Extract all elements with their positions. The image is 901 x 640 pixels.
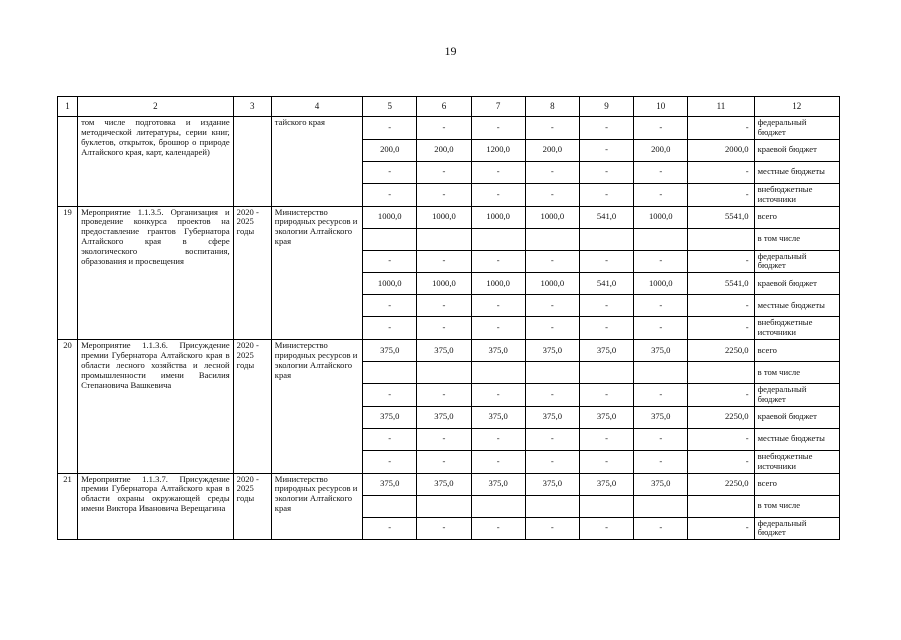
amount-cell: -	[471, 250, 525, 273]
amount-cell: 2250,0	[688, 340, 754, 362]
funding-source: краевой бюджет	[754, 273, 839, 295]
amount-cell: -	[417, 183, 471, 206]
amount-cell: -	[688, 384, 754, 407]
amount-cell: -	[471, 450, 525, 473]
amount-cell: -	[688, 450, 754, 473]
amount-cell: -	[417, 384, 471, 407]
header-cell: 11	[688, 97, 754, 117]
amount-cell: -	[688, 428, 754, 450]
header-cell: 5	[363, 97, 417, 117]
funding-source: всего	[754, 473, 839, 495]
amount-cell: 200,0	[417, 139, 471, 161]
amount-cell: -	[525, 428, 579, 450]
amount-cell: -	[471, 295, 525, 317]
header-cell: 12	[754, 97, 839, 117]
amount-cell: 375,0	[417, 340, 471, 362]
program-table	[57, 96, 840, 540]
amount-cell	[634, 495, 688, 517]
amount-cell: -	[363, 450, 417, 473]
funding-source: в том числе	[754, 495, 839, 517]
amount-cell: 1000,0	[525, 206, 579, 228]
amount-cell: -	[688, 250, 754, 273]
amount-cell: -	[688, 183, 754, 206]
amount-cell: -	[634, 317, 688, 340]
header-cell: 2	[78, 97, 234, 117]
measure-period: 2020 - 2025 годы	[233, 206, 271, 340]
amount-cell: -	[579, 384, 633, 407]
amount-cell	[634, 362, 688, 384]
amount-cell: 5541,0	[688, 206, 754, 228]
amount-cell: -	[525, 183, 579, 206]
funding-source: всего	[754, 340, 839, 362]
header-cell: 6	[417, 97, 471, 117]
amount-cell: -	[417, 117, 471, 140]
amount-cell: -	[579, 317, 633, 340]
m20-row	[58, 340, 840, 362]
amount-cell: -	[471, 161, 525, 183]
amount-cell: -	[417, 161, 471, 183]
amount-cell: -	[363, 428, 417, 450]
amount-cell: -	[363, 384, 417, 407]
amount-cell: -	[417, 428, 471, 450]
amount-cell: -	[417, 517, 471, 540]
m19-row	[58, 206, 840, 228]
amount-cell: 1200,0	[471, 139, 525, 161]
amount-cell: -	[634, 384, 688, 407]
amount-cell: 375,0	[471, 340, 525, 362]
measure-description: том числе подготовка и издание методической литературы, серии книг, буклетов, открыток, брошюр о природе Алтайского края, карт, календарей)	[78, 117, 234, 207]
amount-cell: -	[471, 384, 525, 407]
amount-cell: -	[525, 295, 579, 317]
amount-cell: 375,0	[525, 473, 579, 495]
amount-cell: 541,0	[579, 273, 633, 295]
measure-number	[58, 117, 78, 207]
amount-cell: -	[579, 295, 633, 317]
header-cell: 3	[233, 97, 271, 117]
amount-cell: -	[417, 317, 471, 340]
measure-executor: Министерство природных ресурсов и экологии Алтайского края	[271, 206, 362, 340]
header-cell: 4	[271, 97, 362, 117]
funding-source: федеральный бюджет	[754, 250, 839, 273]
measure-executor: Министерство природных ресурсов и экологии Алтайского края	[271, 340, 362, 474]
amount-cell: -	[579, 183, 633, 206]
amount-cell	[363, 495, 417, 517]
amount-cell: 1000,0	[417, 206, 471, 228]
amount-cell: -	[634, 428, 688, 450]
amount-cell: 1000,0	[634, 273, 688, 295]
funding-source: местные бюджеты	[754, 161, 839, 183]
amount-cell	[579, 495, 633, 517]
amount-cell: 1000,0	[363, 206, 417, 228]
amount-cell: -	[579, 450, 633, 473]
measure-period: 2020 - 2025 годы	[233, 340, 271, 474]
funding-source: всего	[754, 206, 839, 228]
amount-cell: -	[634, 517, 688, 540]
header-cell: 10	[634, 97, 688, 117]
funding-source: в том числе	[754, 362, 839, 384]
amount-cell: 375,0	[579, 473, 633, 495]
amount-cell: 375,0	[634, 406, 688, 428]
amount-cell	[417, 228, 471, 250]
amount-cell: 375,0	[525, 406, 579, 428]
amount-cell: -	[471, 183, 525, 206]
amount-cell: -	[525, 317, 579, 340]
amount-cell: 1000,0	[634, 206, 688, 228]
amount-cell: -	[688, 317, 754, 340]
amount-cell: 2250,0	[688, 406, 754, 428]
amount-cell	[688, 362, 754, 384]
amount-cell: -	[417, 295, 471, 317]
measure-description: Мероприятие 1.1.3.6. Присуждение премии Губернатора Алтайского края в области лесного хозяйства и лесной промышленности имени Василия Степановича Вашкевича	[78, 340, 234, 474]
amount-cell: 2000,0	[688, 139, 754, 161]
measure-description: Мероприятие 1.1.3.5. Организация и проведение конкурса проектов на предоставление грантов Губернатора Алтайского края в сфере экологического воспитания, образования и просвещения	[78, 206, 234, 340]
amount-cell: -	[579, 517, 633, 540]
funding-source: внебюджетные источники	[754, 450, 839, 473]
amount-cell: 375,0	[634, 473, 688, 495]
funding-source: федеральный бюджет	[754, 517, 839, 540]
funding-source: федеральный бюджет	[754, 117, 839, 140]
amount-cell: -	[525, 450, 579, 473]
amount-cell: 375,0	[579, 406, 633, 428]
amount-cell	[471, 228, 525, 250]
amount-cell: -	[525, 384, 579, 407]
amount-cell: -	[525, 117, 579, 140]
amount-cell: 375,0	[634, 340, 688, 362]
measure-number: 19	[58, 206, 78, 340]
header-row	[58, 97, 840, 117]
amount-cell: 2250,0	[688, 473, 754, 495]
amount-cell: -	[525, 517, 579, 540]
measure-description: Мероприятие 1.1.3.7. Присуждение премии Губернатора Алтайского края в области охраны окружающей среды имени Виктора Ивановича Верещагина	[78, 473, 234, 540]
measure-executor: Министерство природных ресурсов и экологии Алтайского края	[271, 473, 362, 540]
amount-cell: 5541,0	[688, 273, 754, 295]
header-cell: 8	[525, 97, 579, 117]
amount-cell: -	[417, 450, 471, 473]
amount-cell: -	[471, 117, 525, 140]
funding-source: внебюджетные источники	[754, 183, 839, 206]
amount-cell	[363, 228, 417, 250]
measure-executor: тайского края	[271, 117, 362, 207]
amount-cell: -	[634, 450, 688, 473]
amount-cell: -	[688, 161, 754, 183]
amount-cell	[634, 228, 688, 250]
amount-cell: -	[688, 295, 754, 317]
amount-cell: -	[525, 161, 579, 183]
amount-cell: -	[579, 428, 633, 450]
amount-cell: -	[579, 161, 633, 183]
funding-source: внебюджетные источники	[754, 317, 839, 340]
amount-cell	[525, 362, 579, 384]
amount-cell: -	[363, 117, 417, 140]
funding-source: краевой бюджет	[754, 406, 839, 428]
header-cell: 1	[58, 97, 78, 117]
amount-cell: -	[363, 317, 417, 340]
amount-cell	[525, 228, 579, 250]
amount-cell	[417, 362, 471, 384]
amount-cell: 375,0	[363, 340, 417, 362]
amount-cell: -	[579, 117, 633, 140]
amount-cell	[525, 495, 579, 517]
amount-cell: 1000,0	[363, 273, 417, 295]
amount-cell: 1000,0	[525, 273, 579, 295]
funding-source: федеральный бюджет	[754, 384, 839, 407]
amount-cell: 375,0	[363, 473, 417, 495]
amount-cell: -	[688, 517, 754, 540]
amount-cell	[363, 362, 417, 384]
amount-cell: -	[363, 250, 417, 273]
measure-number: 21	[58, 473, 78, 540]
amount-cell: -	[579, 139, 633, 161]
amount-cell: 375,0	[417, 473, 471, 495]
amount-cell: -	[471, 317, 525, 340]
amount-cell: 1000,0	[417, 273, 471, 295]
measure-period: 2020 - 2025 годы	[233, 473, 271, 540]
header-cell: 9	[579, 97, 633, 117]
amount-cell: 375,0	[471, 473, 525, 495]
amount-cell: -	[688, 117, 754, 140]
funding-source: местные бюджеты	[754, 428, 839, 450]
amount-cell: 1000,0	[471, 273, 525, 295]
funding-source: краевой бюджет	[754, 139, 839, 161]
amount-cell: -	[634, 117, 688, 140]
amount-cell	[579, 228, 633, 250]
amount-cell: 200,0	[525, 139, 579, 161]
amount-cell	[471, 362, 525, 384]
amount-cell: 200,0	[363, 139, 417, 161]
amount-cell: 1000,0	[471, 206, 525, 228]
amount-cell: -	[363, 161, 417, 183]
header-cell: 7	[471, 97, 525, 117]
measure-period	[233, 117, 271, 207]
amount-cell: -	[363, 295, 417, 317]
amount-cell: -	[471, 428, 525, 450]
amount-cell: -	[634, 161, 688, 183]
amount-cell: 200,0	[634, 139, 688, 161]
amount-cell: 541,0	[579, 206, 633, 228]
amount-cell: -	[471, 517, 525, 540]
amount-cell	[688, 495, 754, 517]
m21-row	[58, 473, 840, 495]
amount-cell: -	[525, 250, 579, 273]
amount-cell	[417, 495, 471, 517]
amount-cell: 375,0	[471, 406, 525, 428]
amount-cell: 375,0	[579, 340, 633, 362]
amount-cell: -	[417, 250, 471, 273]
amount-cell: -	[634, 250, 688, 273]
amount-cell: -	[634, 183, 688, 206]
amount-cell	[688, 228, 754, 250]
measure-number: 20	[58, 340, 78, 474]
amount-cell: 375,0	[417, 406, 471, 428]
page-number: 19	[444, 44, 457, 58]
amount-cell: -	[634, 295, 688, 317]
cont-row	[58, 117, 840, 140]
amount-cell	[579, 362, 633, 384]
amount-cell	[471, 495, 525, 517]
funding-source: местные бюджеты	[754, 295, 839, 317]
amount-cell: 375,0	[363, 406, 417, 428]
amount-cell: 375,0	[525, 340, 579, 362]
amount-cell: -	[579, 250, 633, 273]
amount-cell: -	[363, 183, 417, 206]
funding-source: в том числе	[754, 228, 839, 250]
amount-cell: -	[363, 517, 417, 540]
